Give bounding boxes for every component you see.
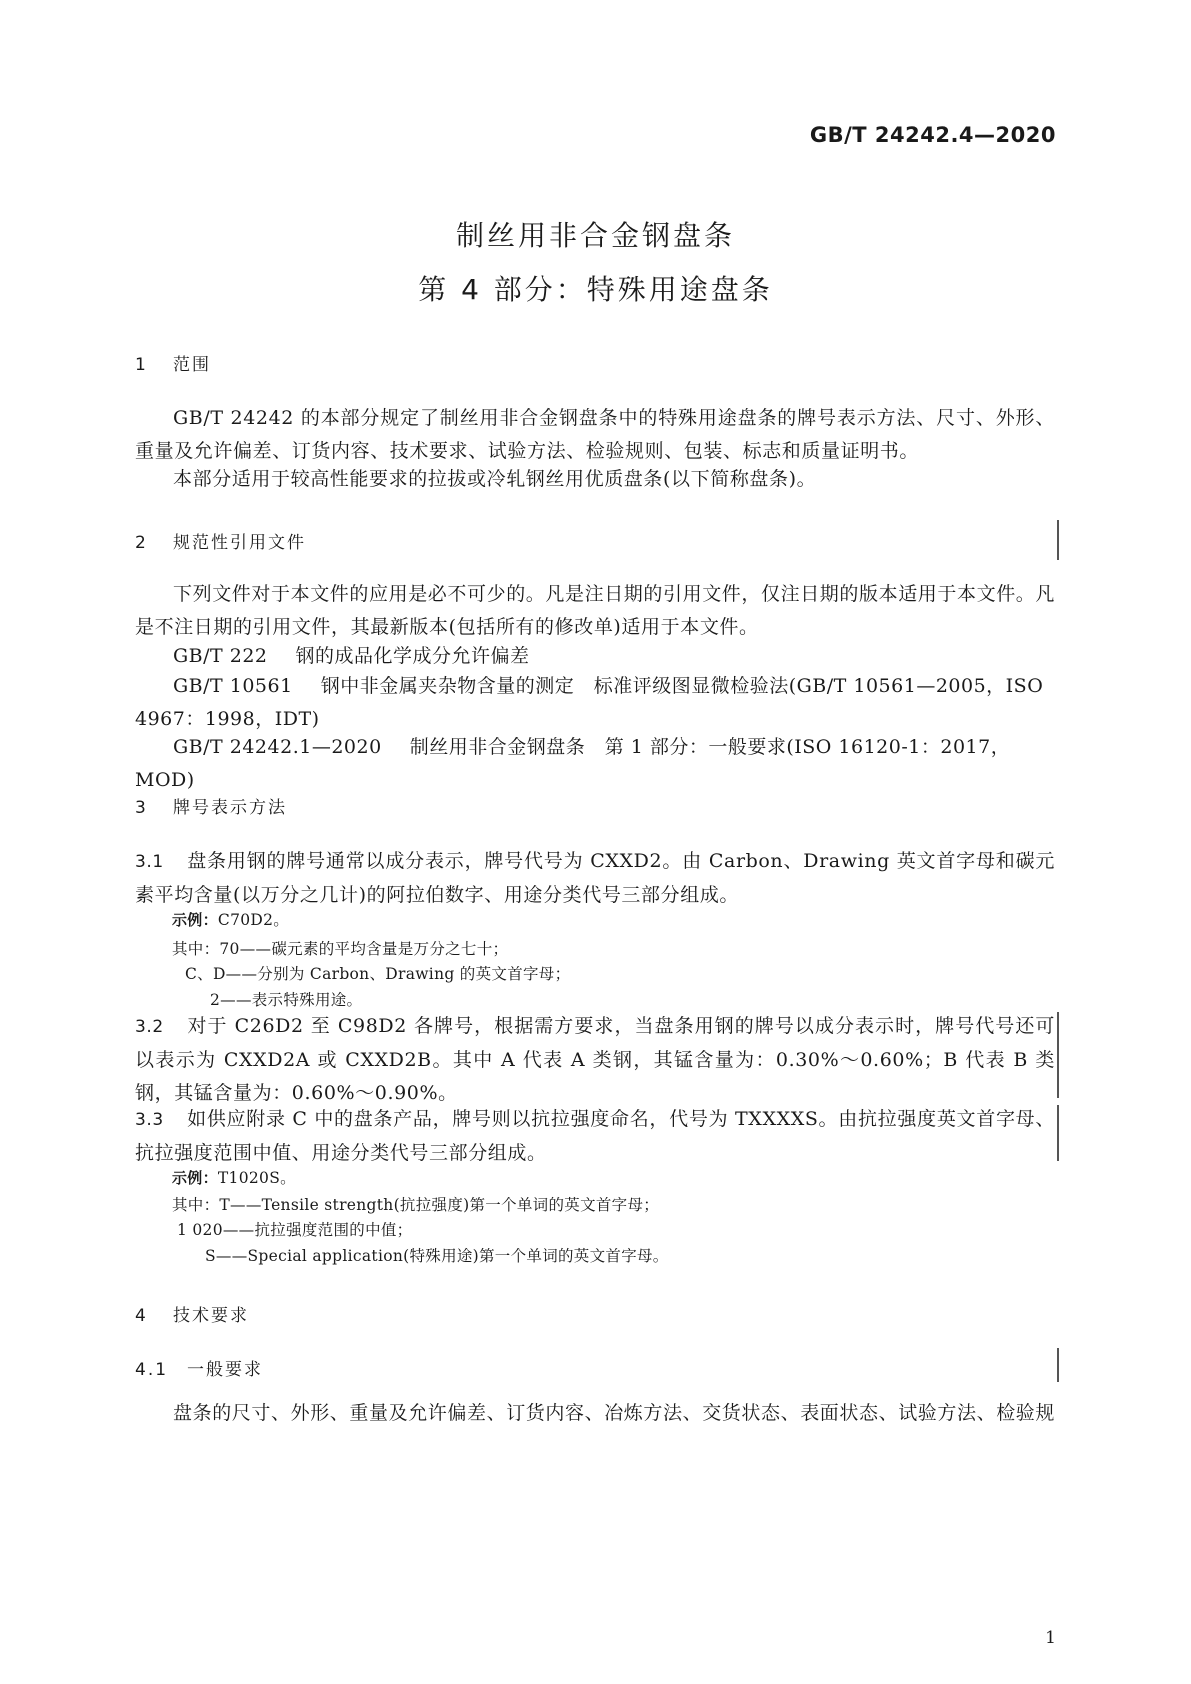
reference-title: 制丝用非合金钢盘条 第 1 部分：一般要求(ISO 16120-1：2017，MOD)	[135, 736, 1011, 791]
reference-title: 钢中非金属夹杂物含量的测定 标准评级图显微检验法(GB/T 10561—2005，ISO 4967：1998，IDT)	[135, 675, 1044, 730]
section-title: 范围	[173, 355, 211, 375]
normative-intro-paragraph: 下列文件对于本文件的应用是必不可少的。凡是注日期的引用文件，仅注日期的版本适用于本文件。凡是不注日期的引用文件，其最新版本(包括所有的修改单)适用于本文件。	[135, 583, 1056, 638]
explanation-line: 其中：70——碳元素的平均含量是万分之七十；	[172, 940, 509, 958]
document-subtitle: 第 4 部分：特殊用途盘条	[418, 273, 773, 306]
example-line	[172, 908, 289, 930]
example-label: 示例：	[172, 1169, 218, 1187]
clause-3-1	[135, 845, 1055, 912]
section-number: 4	[135, 1306, 148, 1326]
reference-item	[135, 640, 1055, 673]
section-title: 技术要求	[173, 1306, 249, 1326]
section-3-heading	[135, 793, 287, 818]
example-label: 示例：	[172, 911, 218, 929]
reference-code: GB/T 24242.1—2020	[173, 736, 382, 758]
reference-item	[135, 670, 1055, 736]
explanation-line: S——Special application(特殊用途)第一个单词的英文首字母。	[205, 1247, 669, 1265]
section-number: 1	[135, 355, 148, 375]
clause-text: 对于 C26D2 至 C98D2 各牌号，根据需方要求，当盘条用钢的牌号以成分表示时，牌号代号还可以表示为 CXXD2A 或 CXXD2B。其中 A 代表 A 类钢，其锰含量为：0.30%～0.60%；B 代表 B 类钢，其锰含量为：0.60%～0.90%。	[135, 1015, 1055, 1104]
clause-4-1-heading	[135, 1355, 263, 1380]
explanation-line: 2——表示特殊用途。	[210, 991, 363, 1009]
example-value: C70D2。	[217, 911, 290, 929]
change-bar	[1057, 1105, 1059, 1161]
reference-item	[135, 731, 1055, 797]
standard-code: GB/T 24242.4—2020	[809, 123, 1056, 147]
example-value: T1020S。	[217, 1169, 296, 1187]
clause-title: 一般要求	[187, 1360, 263, 1380]
explanation-line: 1 020——抗拉强度范围的中值；	[177, 1221, 413, 1239]
clause-3-3	[135, 1103, 1055, 1170]
clause-number: 3.3	[135, 1110, 164, 1130]
section-number: 2	[135, 533, 148, 553]
scope-paragraph-1: GB/T 24242 的本部分规定了制丝用非合金钢盘条中的特殊用途盘条的牌号表示方法、尺寸、外形、重量及允许偏差、订货内容、技术要求、试验方法、检验规则、包装、标志和质量证明书。	[135, 407, 1055, 462]
section-1-heading	[135, 350, 211, 375]
section-4-heading	[135, 1301, 249, 1326]
reference-code: GB/T 222	[173, 645, 268, 667]
section-title: 规范性引用文件	[173, 533, 306, 553]
example-line	[172, 1166, 296, 1188]
page-number: 1	[1045, 1628, 1056, 1648]
change-bar	[1057, 520, 1059, 560]
section-number: 3	[135, 798, 148, 818]
clause-number: 4.1	[135, 1360, 169, 1380]
clause-text: 盘条用钢的牌号通常以成分表示，牌号代号为 CXXD2。由 Carbon、Drawing 英文首字母和碳元素平均含量(以万分之几计)的阿拉伯数字、用途分类代号三部分组成。	[135, 850, 1055, 906]
clause-number: 3.1	[135, 852, 164, 872]
explanation-line: C、D——分别为 Carbon、Drawing 的英文首字母；	[185, 965, 571, 983]
reference-title: 钢的成品化学成分允许偏差	[295, 645, 530, 667]
document-title: 制丝用非合金钢盘条	[455, 219, 735, 252]
clause-3-2	[135, 1010, 1055, 1110]
change-bar	[1057, 1012, 1059, 1098]
change-bar	[1057, 1348, 1059, 1382]
section-2-heading	[135, 528, 306, 553]
explanation-line: 其中：T——Tensile strength(抗拉强度)第一个单词的英文首字母；	[172, 1196, 660, 1214]
general-requirements-paragraph: 盘条的尺寸、外形、重量及允许偏差、订货内容、冶炼方法、交货状态、表面状态、试验方法、检验规	[173, 1402, 1056, 1424]
clause-text: 如供应附录 C 中的盘条产品，牌号则以抗拉强度命名，代号为 TXXXXS。由抗拉强度英文首字母、抗拉强度范围中值、用途分类代号三部分组成。	[135, 1108, 1055, 1164]
reference-code: GB/T 10561	[173, 675, 293, 697]
clause-number: 3.2	[135, 1017, 164, 1037]
scope-paragraph-2: 本部分适用于较高性能要求的拉拔或冷轧钢丝用优质盘条(以下简称盘条)。	[173, 468, 817, 490]
section-title: 牌号表示方法	[173, 798, 287, 818]
